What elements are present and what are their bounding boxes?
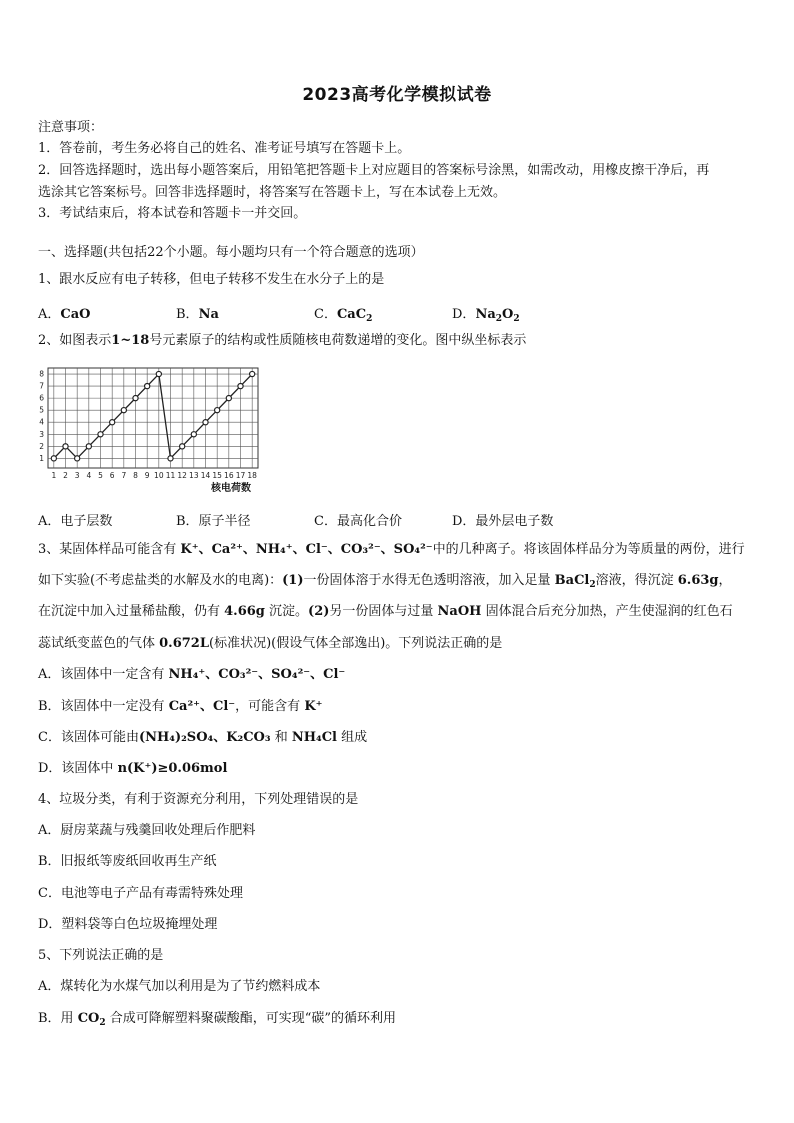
data-point [168, 456, 173, 461]
x-tick-label: 16 [224, 471, 234, 480]
q3-line-2: 如下实验(不考虑盐类的水解及水的电离)：(1)一份固体溶于水得无色透明溶液，加入足量 BaCl$_2$溶液，得沉淀 6.63g， [38, 573, 732, 590]
data-point [250, 371, 255, 376]
data-point [203, 420, 208, 425]
notice-item-2b: 选涂其它答案标号。回答非选择题时，将答案写在答题卡上，写在本试卷上无效。 [38, 185, 507, 200]
x-tick-label: 12 [177, 471, 187, 480]
q1-stem: 1、跟水反应有电子转移，但电子转移不发生在水分子上的是 [38, 272, 385, 287]
q1-options [38, 303, 758, 324]
y-tick-label: 1 [39, 453, 44, 463]
notice-heading: 注意事项： [38, 120, 104, 135]
data-point [75, 456, 80, 461]
q1-option-d: D．$Na_2O_2$ [452, 307, 520, 324]
data-point [86, 444, 91, 449]
x-tick-label: 7 [121, 471, 127, 480]
q1-option-b: B．Na [176, 307, 219, 322]
q2-options [38, 510, 758, 528]
series-line [54, 374, 252, 458]
data-point [121, 408, 126, 413]
data-point [63, 444, 68, 449]
x-tick-label: 4 [86, 471, 92, 480]
q3-option-d: D．该固体中 n(K⁺)≥0.06mol [38, 761, 228, 776]
x-tick-label: 8 [133, 471, 138, 480]
q5-option-a: A．煤转化为水煤气加以利用是为了节约燃料成本 [38, 979, 321, 994]
data-point [215, 408, 220, 413]
x-tick-label: 13 [189, 471, 199, 480]
data-point [180, 444, 185, 449]
q1-option-c: C．CaC$_2$ [314, 307, 373, 324]
q2-option-c: C．最高化合价 [314, 514, 402, 529]
q4-option-c: C．电池等电子产品有毒需特殊处理 [38, 886, 243, 901]
x-tick-label: 14 [200, 471, 211, 480]
notice-item-3: 3．考试结束后，将本试卷和答题卡一并交回。 [38, 206, 307, 221]
y-tick-label: 2 [39, 441, 44, 451]
x-tick-label: 2 [63, 471, 68, 480]
q5-option-b: B．用 $CO_2$ 合成可降解塑料聚碳酸酯，可实现“碳”的循环利用 [38, 1011, 397, 1028]
q3-line-1: 3、某固体样品可能含有 K⁺、Ca²⁺、NH₄⁺、Cl⁻、CO₃²⁻、SO₄²⁻中的几种离子。将该固体样品分为等质量的两份，进行 [38, 542, 745, 557]
section-heading: 一、选择题(共包括22个小题。每小题均只有一个符合题意的选项） [38, 245, 424, 260]
data-point [98, 432, 103, 437]
q1-option-a: A．CaO [38, 307, 91, 322]
q2-option-a: A．电子层数 [38, 514, 113, 529]
page-title: 2023高考化学模拟试卷 [302, 85, 492, 105]
x-tick-label: 10 [154, 471, 164, 480]
y-tick-label: 4 [39, 417, 44, 427]
data-point [191, 432, 196, 437]
data-point [238, 383, 243, 388]
q3-option-c: C．该固体可能由(NH₄)₂SO₄、K₂CO₃ 和 NH₄Cl 组成 [38, 730, 368, 745]
q2-option-b: B．原子半径 [176, 514, 251, 529]
x-tick-label: 1 [51, 471, 57, 480]
q3-option-a: A．该固体中一定含有 NH₄⁺、CO₃²⁻、SO₄²⁻、Cl⁻ [38, 667, 346, 682]
x-tick-label: 9 [144, 471, 150, 480]
chart-frame [48, 368, 258, 468]
x-tick-label: 18 [247, 471, 257, 480]
x-tick-label: 5 [98, 471, 103, 480]
q4-option-d: D．塑料袋等白色垃圾掩埋处理 [38, 917, 218, 932]
y-tick-label: 8 [39, 369, 44, 379]
q4-option-a: A．厨房菜蔬与残羹回收处理后作肥料 [38, 823, 256, 838]
line-chart [38, 362, 268, 494]
q2-stem: 2、如图表示1~18号元素原子的结构或性质随核电荷数递增的变化。图中纵坐标表示 [38, 333, 527, 348]
notice-item-2a: 2．回答选择题时，选出每小题答案后，用铅笔把答题卡上对应题目的答案标号涂黑，如需改动，用橡皮擦干净后，再 [38, 163, 710, 178]
x-axis-label: 核电荷数 [211, 483, 251, 494]
data-point [226, 396, 231, 401]
x-tick-label: 17 [235, 471, 246, 480]
data-point [133, 396, 138, 401]
q3-line-4: 蕊试纸变蓝色的气体 0.672L(标准状况)(假设气体全部逸出)。下列说法正确的是 [38, 636, 503, 651]
y-tick-label: 6 [39, 393, 44, 403]
notice-item-1: 1．答卷前，考生务必将自己的姓名、准考证号填写在答题卡上。 [38, 141, 411, 156]
x-tick-label: 3 [74, 471, 80, 480]
data-point [110, 420, 115, 425]
y-tick-label: 3 [39, 429, 44, 439]
q3-option-b: B．该固体中一定没有 Ca²⁺、Cl⁻，可能含有 K⁺ [38, 699, 323, 714]
y-tick-label: 5 [39, 405, 44, 415]
x-tick-label: 11 [165, 471, 176, 480]
q4-option-b: B．旧报纸等废纸回收再生产纸 [38, 854, 217, 869]
q3-line-3: 在沉淀中加入过量稀盐酸，仍有 4.66g 沉淀。(2)另一份固体与过量 NaOH 固体混合后充分加热，产生使湿润的红色石 [38, 604, 733, 619]
y-tick-label: 7 [39, 381, 44, 391]
data-point [145, 383, 150, 388]
data-point [51, 456, 56, 461]
data-point [156, 371, 161, 376]
x-tick-label: 6 [109, 471, 115, 480]
q4-stem: 4、垃圾分类，有利于资源充分利用，下列处理错误的是 [38, 792, 359, 807]
q5-stem: 5、下列说法正确的是 [38, 948, 164, 963]
q2-option-d: D．最外层电子数 [452, 514, 554, 529]
x-tick-label: 15 [212, 471, 222, 480]
